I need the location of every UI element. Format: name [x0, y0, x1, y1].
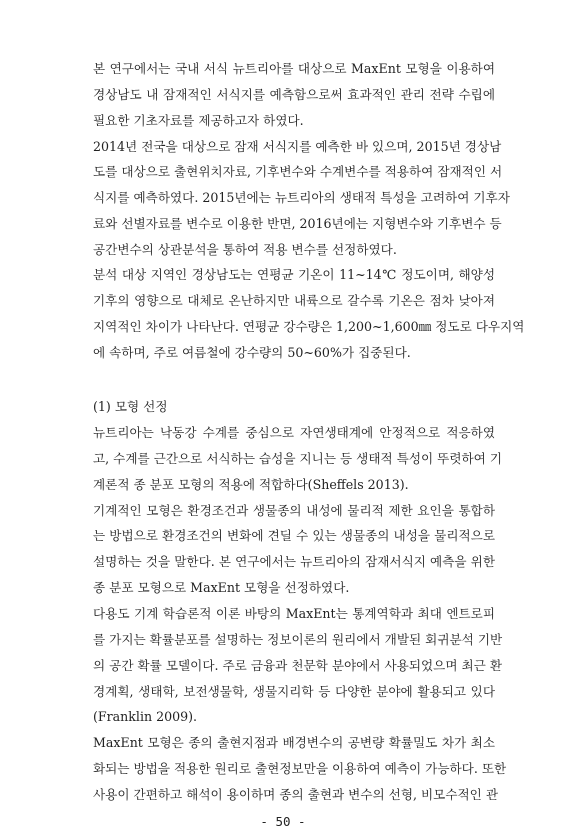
paragraph-4-line-3: 계론적 종 분포 모형의 적용에 적합하다(Sheffels 2013).: [93, 477, 409, 492]
paragraph-2-line-5: 공간변수의 상관분석을 통하여 적용 변수를 선정하였다.: [93, 242, 397, 257]
paragraph-1-line-3: 필요한 기초자료를 제공하고자 하였다.: [93, 113, 304, 128]
paragraph-4-line-2: 고, 수계를 근간으로 서식하는 습성을 지니는 등 생태적 특성이 뚜렷하여 기: [93, 451, 503, 466]
paragraph-3-line-1: 분석 대상 지역인 경상남도는 연평균 기온이 11~14℃ 정도이며, 해양성: [93, 267, 495, 282]
paragraph-3-line-2: 기후의 영향으로 대체로 온난하지만 내륙으로 갈수록 기온은 점차 낮아져: [93, 293, 495, 308]
paragraph-6-line-5: (Franklin 2009).: [93, 709, 198, 724]
page-number: - 50 -: [260, 814, 306, 829]
paragraph-6-line-3: 의 공간 확률 모델이다. 주로 금융과 천문학 분야에서 사용되었으며 최근 환: [93, 658, 503, 673]
paragraph-7-line-2: 화되는 방법을 적용한 원리로 출현정보만을 이용하여 예측이 가능하다. 또한: [93, 761, 507, 776]
paragraph-3-line-3: 지역적인 차이가 나타난다. 연평균 강수량은 1,200~1,600㎜ 정도로 다우지역: [93, 319, 525, 334]
paragraph-5-line-3: 설명하는 것을 말한다. 본 연구에서는 뉴트리아의 잠재서식지 예측을 위한: [93, 554, 495, 569]
paragraph-7-line-3: 사용이 간편하고 해석이 용이하며 종의 출현과 변수의 선형, 비모수적인 관: [93, 787, 498, 802]
paragraph-1-line-2: 경상남도 내 잠재적인 서식지를 예측함으로써 효과적인 관리 전략 수립에: [93, 87, 495, 102]
paragraph-4-line-1: 뉴트리아는 낙동강 수계를 중심으로 자연생태계에 안정적으로 적응하였: [93, 425, 495, 440]
paragraph-7-line-1: MaxEnt 모형은 종의 출현지점과 배경변수의 공변량 확률밀도 차가 최소: [93, 735, 495, 750]
paragraph-5-line-1: 기계적인 모형은 환경조건과 생물종의 내성에 물리적 제한 요인을 통합하: [93, 503, 495, 518]
paragraph-5-line-4: 종 분포 모형으로 MaxEnt 모형을 선정하였다.: [93, 580, 350, 595]
paragraph-2-line-1: 2014년 전국을 대상으로 잠재 서식지를 예측한 바 있으며, 2015년 경상남: [93, 139, 502, 154]
paragraph-2-line-2: 도를 대상으로 출현위치자료, 기후변수와 수계변수를 적용하여 잠재적인 서: [93, 164, 503, 179]
paragraph-3-line-4: 에 속하며, 주로 여름철에 강수량의 50~60%가 집중된다.: [93, 345, 411, 360]
paragraph-1-line-1: 본 연구에서는 국내 서식 뉴트리아를 대상으로 MaxEnt 모형을 이용하여: [93, 61, 495, 76]
section-heading: (1) 모형 선정: [93, 399, 168, 414]
paragraph-2-line-3: 식지를 예측하였다. 2015년에는 뉴트리아의 생태적 특성을 고려하여 기후자: [93, 190, 510, 205]
paragraph-2-line-4: 료와 선별자료를 변수로 이용한 반면, 2016년에는 지형변수와 기후변수 등: [93, 216, 502, 231]
paragraph-6-line-1: 다용도 기계 학습론적 이론 바탕의 MaxEnt는 통계역학과 최대 엔트로피: [93, 606, 495, 621]
paragraph-6-line-2: 를 가지는 확률분포를 설명하는 정보이론의 원리에서 개발된 회귀분석 기반: [93, 632, 503, 647]
paragraph-6-line-4: 경계획, 생태학, 보전생물학, 생물지리학 등 다양한 분야에 활용되고 있다: [93, 684, 495, 699]
paragraph-5-line-2: 는 방법으로 환경조건의 변화에 견딜 수 있는 생물종의 내성을 물리적으로: [93, 528, 495, 543]
